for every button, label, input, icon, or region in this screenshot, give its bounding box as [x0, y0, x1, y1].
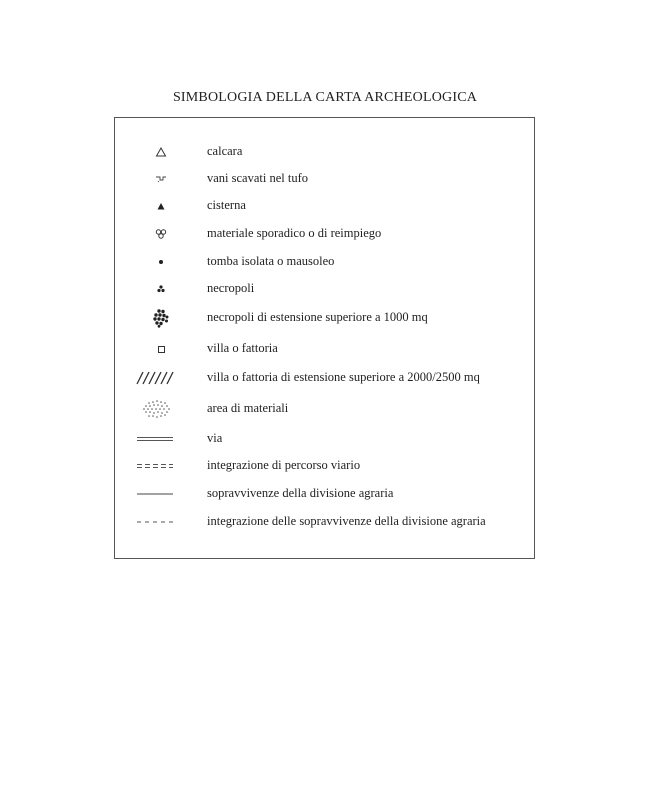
legend-row: [115, 222, 534, 246]
legend-row: [115, 454, 534, 478]
cave-room-icon: [133, 167, 189, 191]
three-dots-icon: [133, 277, 189, 301]
legend-row: [115, 510, 534, 534]
legend-box: [114, 117, 535, 559]
legend-row: [115, 366, 534, 390]
dashed-double-line-icon: [127, 454, 183, 478]
legend-row: [115, 140, 534, 164]
open-triangle-icon: [133, 140, 189, 164]
legend-label: via: [207, 431, 223, 445]
legend-row: [115, 427, 534, 451]
legend-label: integrazione delle sopravvivenze della divisione agraria: [207, 514, 486, 528]
legend-row: [115, 397, 534, 421]
legend-label: calcara: [207, 144, 243, 158]
legend-title: SIMBOLOGIA DELLA CARTA ARCHEOLOGICA: [172, 90, 478, 105]
open-square-icon: [133, 337, 189, 361]
filled-triangle-icon: [133, 194, 189, 218]
dot-cluster-icon: [133, 306, 189, 330]
legend-label: area di materiali: [207, 401, 289, 415]
legend-label: cisterna: [207, 198, 246, 212]
double-line-icon: [127, 427, 183, 451]
legend-row: [115, 167, 534, 191]
legend-label: integrazione di percorso viario: [207, 458, 361, 472]
legend-row: [115, 337, 534, 361]
legend-label: necropoli di estensione superiore a 1000 mq: [207, 310, 428, 324]
dot-icon: [133, 250, 189, 274]
legend-label: tomba isolata o mausoleo: [207, 254, 335, 268]
legend-row: [115, 250, 534, 274]
legend-label: villa o fattoria di estensione superiore a 2000/2500 mq: [207, 370, 480, 384]
dashed-line-icon: [127, 510, 183, 534]
legend-row: [115, 306, 534, 330]
legend-label: villa o fattoria: [207, 341, 278, 355]
legend-row: [115, 277, 534, 301]
legend-row: [115, 482, 534, 506]
legend-label: sopravvivenze della divisione agraria: [207, 486, 394, 500]
legend-row: [115, 194, 534, 218]
legend-label: materiale sporadico o di reimpiego: [207, 226, 382, 240]
legend-label: necropoli: [207, 281, 255, 295]
stipple-area-icon: [129, 397, 185, 421]
scattered-material-icon: [133, 222, 189, 246]
solid-line-icon: [127, 482, 183, 506]
hatch-lines-icon: [127, 366, 183, 390]
legend-label: vani scavati nel tufo: [207, 171, 309, 185]
